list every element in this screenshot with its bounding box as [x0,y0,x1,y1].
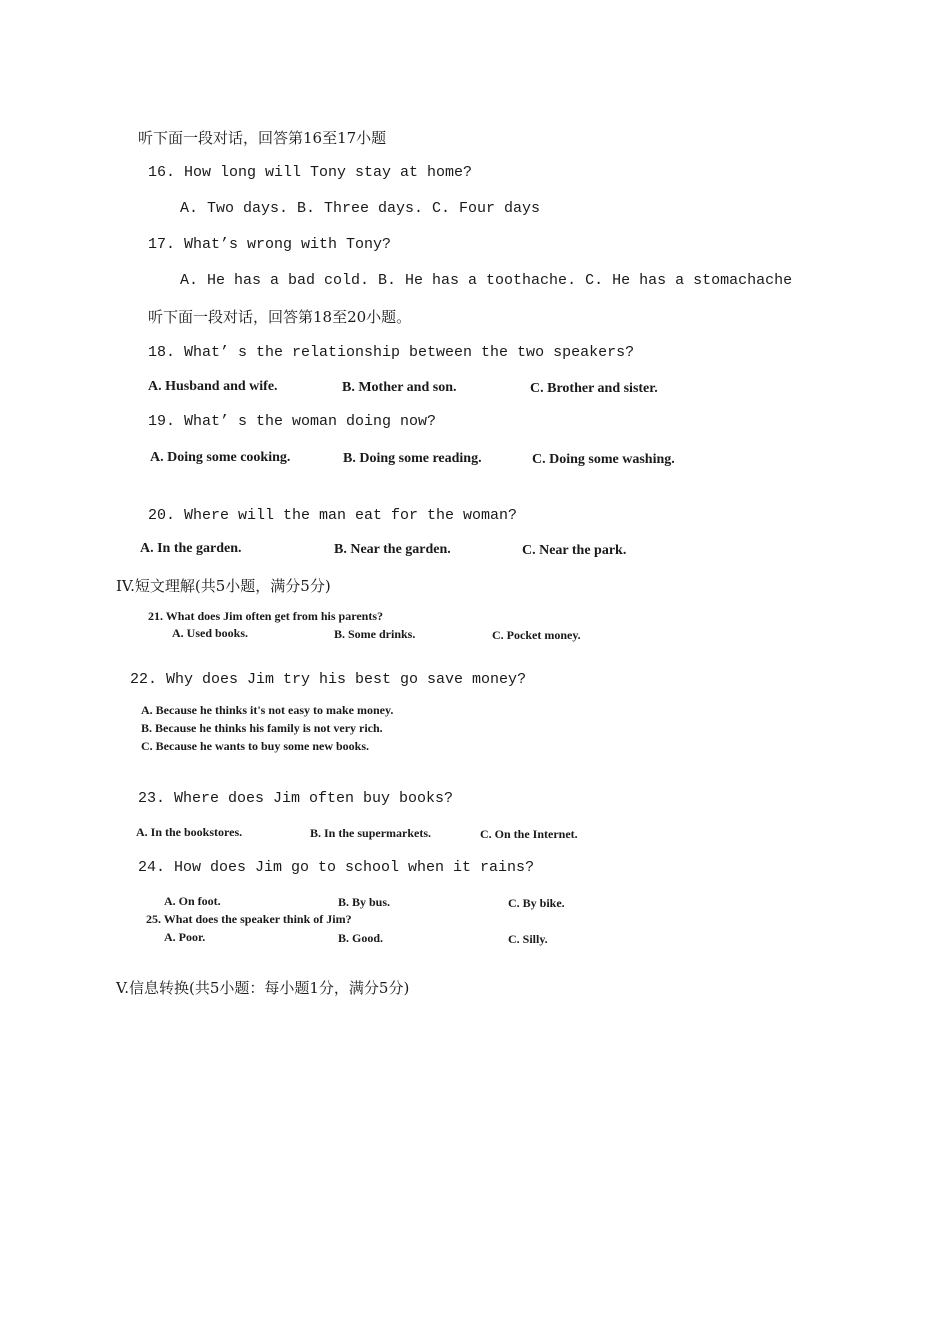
question-22-option-a: A. Because he thinks it's not easy to make money. [141,703,394,717]
question-23-option-c: C. On the Internet. [480,827,578,841]
listening-group-18-20: 听下面一段对话，回答第18至20小题。 [148,308,412,326]
listening-group-16-17: 听下面一段对话，回答第16至17小题 [138,129,387,147]
question-18-option-c: C. Brother and sister. [530,381,658,396]
question-23-option-a: A. In the bookstores. [136,825,243,839]
question-19-option-c: C. Doing some washing. [532,452,675,467]
question-21-option-b: B. Some drinks. [334,627,416,641]
question-18-option-b: B. Mother and son. [342,380,457,395]
question-25-option-a: A. Poor. [164,930,206,944]
question-18-option-a: A. Husband and wife. [148,379,278,394]
question-25-option-c: C. Silly. [508,932,548,946]
question-19: 19. What’ s the woman doing now? [148,413,437,430]
question-20-option-a: A. In the garden. [140,541,242,556]
question-18: 18. What’ s the relationship between the two speakers? [148,344,635,361]
question-24-option-c: C. By bike. [508,896,565,910]
question-19-option-b: B. Doing some reading. [343,451,482,466]
question-20: 20. Where will the man eat for the woman? [148,507,518,524]
question-17-options: A. He has a bad cold. B. He has a toothache. C. He has a stomachache [180,272,793,289]
question-24-option-a: A. On foot. [164,894,221,908]
question-22-option-c: C. Because he wants to buy some new books. [141,739,370,753]
question-16-options: A. Two days. B. Three days. C. Four days [180,200,541,217]
question-23-option-b: B. In the supermarkets. [310,826,432,840]
question-22-option-b: B. Because he thinks his family is not very rich. [141,721,383,735]
question-23: 23. Where does Jim often buy books? [138,790,454,807]
question-16: 16. How long will Tony stay at home? [148,164,473,181]
question-24: 24. How does Jim go to school when it rains? [138,859,535,876]
question-19-option-a: A. Doing some cooking. [150,450,291,465]
question-21-option-c: C. Pocket money. [492,628,581,642]
question-21-option-a: A. Used books. [172,626,249,640]
question-20-option-c: C. Near the park. [522,543,627,558]
question-25: 25. What does the speaker think of Jim? [146,912,352,926]
question-25-option-b: B. Good. [338,931,384,945]
question-24-option-b: B. By bus. [338,895,391,909]
question-22: 22. Why does Jim try his best go save money? [130,671,527,688]
question-21: 21. What does Jim often get from his parents? [148,609,383,623]
question-17: 17. What’s wrong with Tony? [148,236,392,253]
section-5-heading: V.信息转换(共5小题：每小题1分，满分5分) [116,979,410,997]
section-4-heading: IV.短文理解(共5小题，满分5分) [116,577,331,595]
question-20-option-b: B. Near the garden. [334,542,451,557]
